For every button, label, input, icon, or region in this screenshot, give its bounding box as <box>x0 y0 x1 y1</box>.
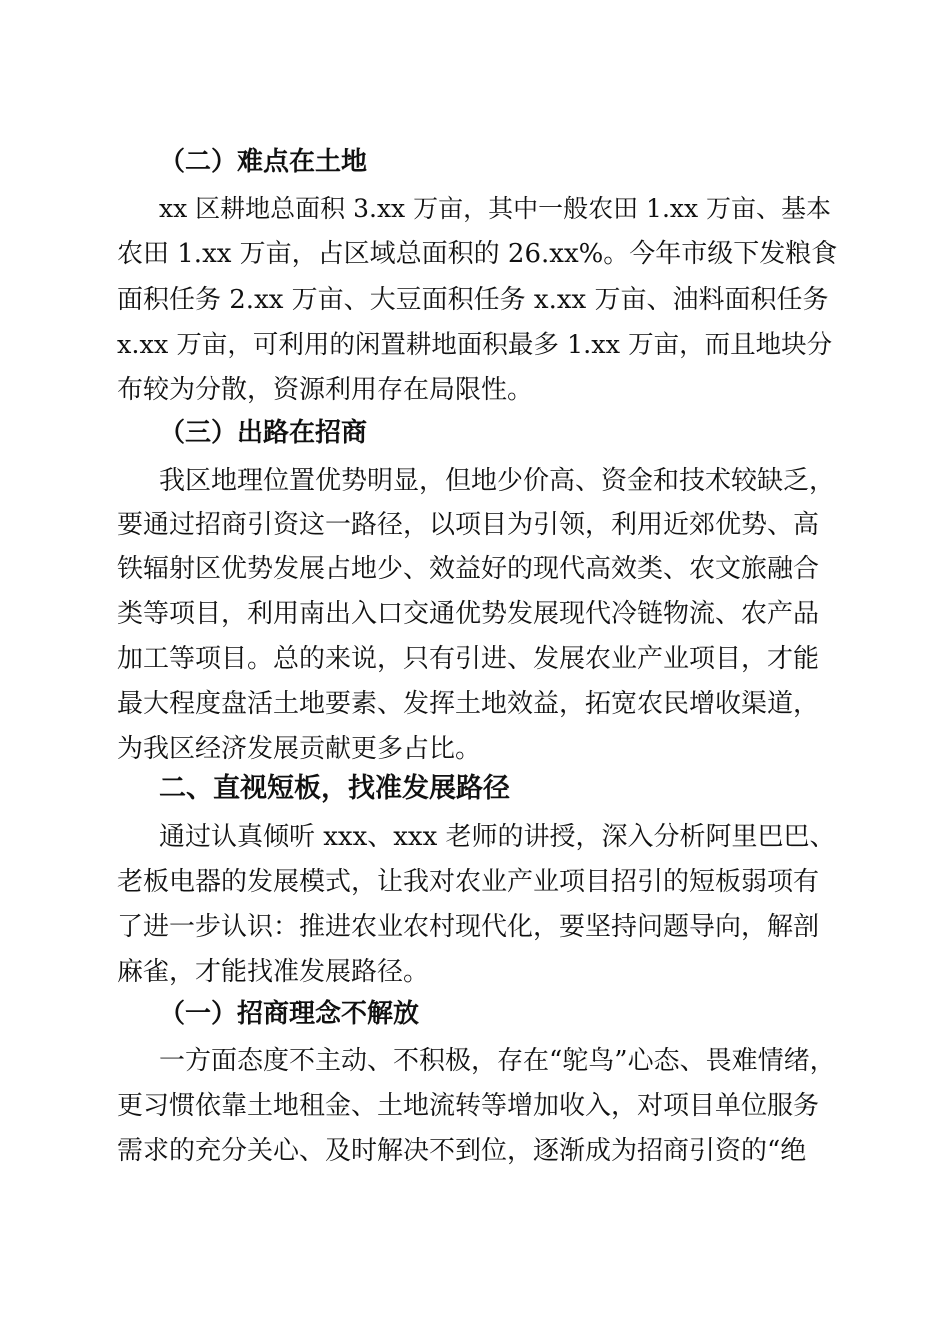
paragraph-line: x.xx 万亩，可利用的闲置耕地面积最多 1.xx 万亩，而且地块分 <box>117 330 833 360</box>
paragraph-line: 农田 1.xx 万亩，占区域总面积的 26.xx%。今年市级下发粮食 <box>117 239 838 269</box>
paragraph-line: 我区地理位置优势明显，但地少价高、资金和技术较缺乏， <box>159 466 836 496</box>
paragraph-line: 为我区经济发展贡献更多占比。 <box>117 734 482 764</box>
paragraph-line: 通过认真倾听 xxx、xxx 老师的讲授，深入分析阿里巴巴、 <box>159 822 836 852</box>
section-heading: （一）招商理念不解放 <box>159 999 420 1029</box>
paragraph-line: 老板电器的发展模式，让我对农业产业项目招引的短板弱项有 <box>117 867 820 897</box>
paragraph-line: 一方面态度不主动、不积极，存在“鸵鸟”心态、畏难情绪， <box>159 1046 836 1076</box>
paragraph-line: 铁辐射区优势发展占地少、效益好的现代高效类、农文旅融合 <box>117 554 820 584</box>
paragraph-line: 需求的充分关心、及时解决不到位，逐渐成为招商引资的“绝 <box>117 1136 807 1166</box>
paragraph-line: 类等项目，利用南出入口交通优势发展现代冷链物流、农产品 <box>117 599 820 629</box>
paragraph-line: 面积任务 2.xx 万亩、大豆面积任务 x.xx 万亩、油料面积任务 <box>117 285 829 315</box>
paragraph-line: 要通过招商引资这一路径，以项目为引领，利用近郊优势、高 <box>117 510 820 540</box>
paragraph-line: 了进一步认识：推进农业农村现代化，要坚持问题导向，解剖 <box>117 912 820 942</box>
section-heading: （三）出路在招商 <box>159 418 368 448</box>
chapter-heading: 二、直视短板，找准发展路径 <box>159 773 510 804</box>
paragraph-line: xx 区耕地总面积 3.xx 万亩，其中一般农田 1.xx 万亩、基本 <box>159 194 832 223</box>
paragraph-line: 最大程度盘活土地要素、发挥土地效益，拓宽农民增收渠道， <box>117 689 820 719</box>
paragraph-line: 布较为分散，资源利用存在局限性。 <box>117 375 534 405</box>
section-heading: （二）难点在土地 <box>159 147 368 177</box>
paragraph-line: 加工等项目。总的来说，只有引进、发展农业产业项目，才能 <box>117 644 820 674</box>
paragraph-line: 更习惯依靠土地租金、土地流转等增加收入，对项目单位服务 <box>117 1091 820 1121</box>
paragraph-line: 麻雀，才能找准发展路径。 <box>117 957 430 987</box>
